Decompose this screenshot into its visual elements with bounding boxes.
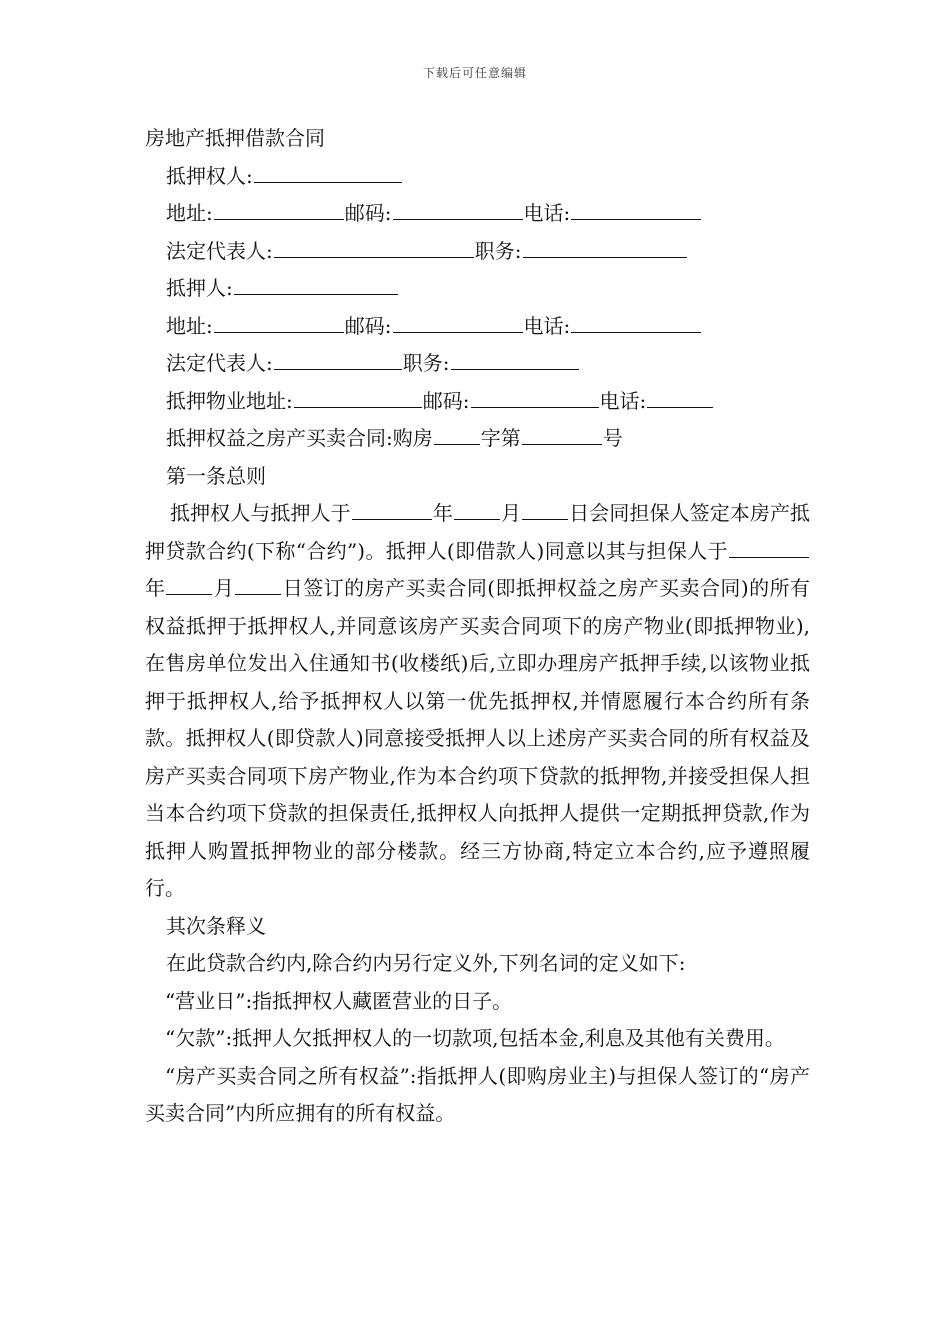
month-label: 月 [213,576,235,600]
address-blank[interactable] [214,201,344,220]
contract-number-blank[interactable] [522,426,602,445]
postcode-blank[interactable] [393,201,523,220]
phone-blank[interactable] [571,314,701,333]
mortgagor-blank[interactable] [234,276,398,295]
definition-business-day: “营业日”:指抵押权人藏匿营业的日子。 [165,988,513,1013]
position-label: 职务: [474,238,522,263]
year-label: 年 [145,576,166,600]
phone-label: 电话: [523,313,571,338]
position-blank[interactable] [523,239,687,258]
year-blank[interactable] [729,539,809,558]
article2-heading: 其次条释义 [166,913,266,938]
postcode-label: 邮码: [344,313,392,338]
article1-heading: 第一条总则 [166,463,266,488]
address-label: 地址: [166,201,213,225]
month-blank[interactable] [166,576,212,595]
document-title: 房地产抵押借款合同 [145,126,325,150]
mortgagee-line [145,158,810,196]
property-address-label: 抵押物业地址: [166,388,293,413]
article1-text-c: 日签订的房产买卖合同(即抵押权益之房产买卖合同)的所有权益抵押于抵押权人,并同意该房产买卖合同项下的房产物业(即抵押物业),在售房单位发出入住通知书(收楼纸)后,立即办理房产抵押手续,以该物业抵押于抵押权人,给予抵押权人以第一优先抵押权,并情愿履行本合约所有条款。抵押权人(即贷款人)同意接受抵押人以上述房产买卖合同的所有权益及房产买卖合同项下房产物业,作为本合约项下贷款的抵押物,并接受担保人担当本合约项下贷款的担保责任,抵押权人向抵押人提供一定期抵押贷款,作为抵押人购置抵押物业的部分楼款。经三方协商,特定立本合约,应予遵照履行。 [145,576,811,900]
month-label: 月 [500,501,522,525]
definition-debt: “欠款”:抵押人欠抵押权人的一切款项,包括本金,利息及其他有关费用。 [165,1026,785,1050]
postcode-blank[interactable] [471,389,599,408]
phone-label: 电话: [599,388,647,413]
phone-blank[interactable] [647,389,713,408]
mortgagor-label: 抵押人: [166,276,233,300]
property-address-blank[interactable] [294,389,422,408]
phone-blank[interactable] [571,201,701,220]
mortgagor-line [145,270,810,308]
contract-word-blank[interactable] [434,426,480,445]
page-header: 下载后可任意编辑 [422,66,527,80]
month-blank[interactable] [454,501,500,520]
mortgagee-label: 抵押权人: [166,163,253,188]
day-blank[interactable] [235,576,281,595]
mortgagee-legal-rep-line [145,233,810,271]
postcode-blank[interactable] [393,314,523,333]
position-blank[interactable] [451,351,579,370]
postcode-label: 邮码: [344,201,392,225]
document-body [145,120,810,1133]
legal-rep-blank[interactable] [274,239,474,258]
article1-paragraph [145,495,810,908]
mortgagee-blank[interactable] [254,164,402,183]
legal-rep-label: 法定代表人: [166,238,273,263]
legal-rep-blank[interactable] [274,351,402,370]
address-label: 地址: [166,313,213,338]
day-blank[interactable] [522,501,568,520]
article1-text-b: 日会同担保人签定本房产抵押贷款合约(下称“合约”)。抵押人(即借款人)同意以其与担保人于 [145,501,811,563]
address-blank[interactable] [214,314,344,333]
postcode-label: 邮码: [422,388,470,413]
legal-rep-label: 法定代表人: [166,351,273,375]
property-address-line [145,383,810,421]
year-label: 年 [432,501,453,525]
definition-contract-rights: “房产买卖合同之所有权益”:指抵押人(即购房业主)与担保人签订的“房产买卖合同”内所应拥有的所有权益。 [145,1063,810,1125]
phone-label: 电话: [523,201,571,225]
article1-text-a: 抵押权人与抵押人于 [170,501,351,525]
contract-number-line [145,420,810,458]
mortgagor-address-line [145,308,810,346]
mortgagor-legal-rep-line [145,345,810,383]
year-blank[interactable] [352,501,432,520]
contract-line-suffix: 号 [602,426,623,450]
mortgagee-address-line [145,195,810,233]
article2-intro: 在此贷款合约内,除合约内另行定义外,下列名词的定义如下: [166,951,686,975]
position-label: 职务: [402,351,450,375]
contract-line-mid: 字第 [480,426,521,450]
contract-line-prefix: 抵押权益之房产买卖合同:购房 [166,426,433,450]
